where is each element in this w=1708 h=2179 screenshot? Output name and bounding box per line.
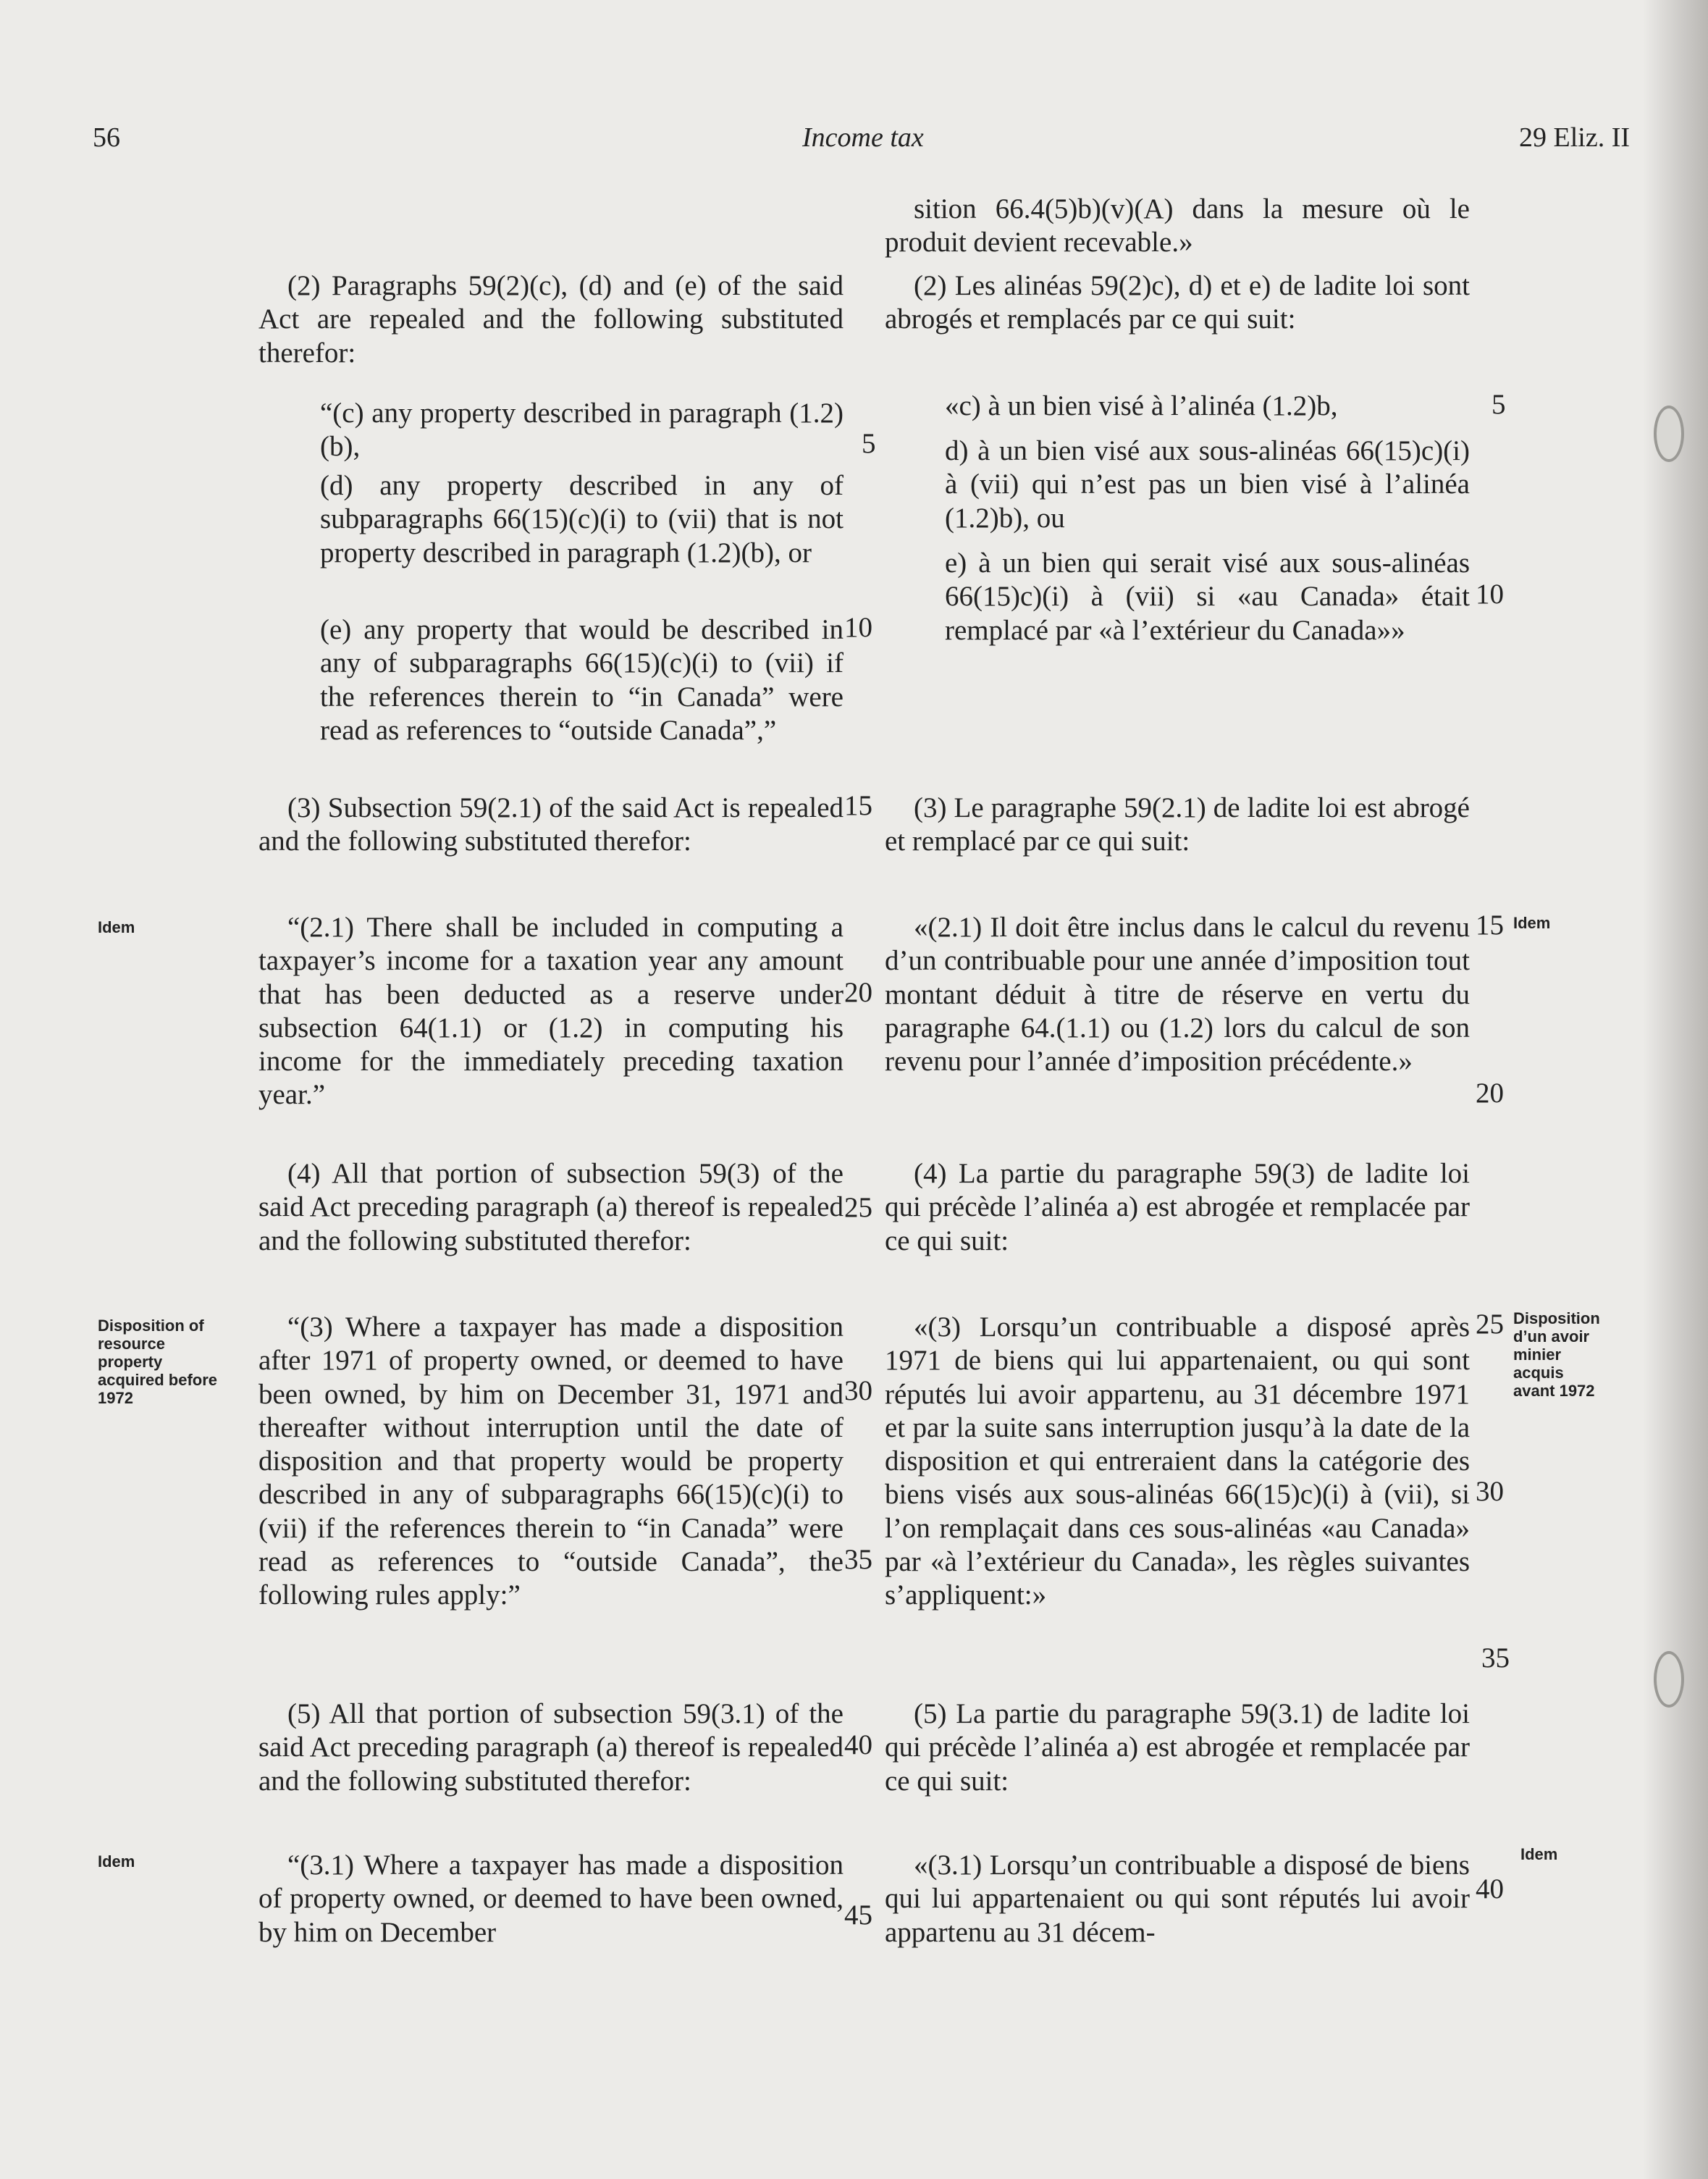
running-title: Income tax [802, 122, 924, 153]
page-number: 56 [93, 122, 120, 153]
line-number: 25 [844, 1192, 872, 1223]
line-number: 15 [1476, 910, 1504, 941]
margin-note: Idem [98, 918, 135, 936]
english-paragraph: (4) All that portion of subsection 59(3) of the said Act preceding paragraph (a) thereof is repealed and the following substituted therefor: [258, 1158, 844, 1256]
line-number: 25 [1476, 1309, 1504, 1340]
english-paragraph: “(3) Where a taxpayer has made a disposition after 1971 of property owned, or deemed to have been owned, by him on December 31, 1971 and thereafter without interruption until the date of disposition and that property would be property described in any of subparagraphs 66(15)(c)(i) to (vii) if the references therein to “in Canada” were read as references to “outside Canada”, the following rules apply:” [258, 1311, 844, 1611]
line-number: 15 [844, 790, 872, 821]
french-paragraph: «(3.1) Lorsqu’un contribuable a disposé de biens qui lui appartenaient ou qui sont réputés lui avoir appartenu au 31 décem- [885, 1850, 1470, 1948]
binder-ring [1654, 1651, 1684, 1708]
english-paragraph: “(3.1) Where a taxpayer has made a disposition of property owned, or deemed to have been owned, by him on December [258, 1850, 844, 1948]
margin-note: Idem [98, 1852, 135, 1871]
binder-ring [1654, 406, 1684, 462]
french-paragraph: d) à un bien visé aux sous-alinéas 66(15)c)(i) à (vii) qui n’est pas un bien visé à l’alinéa (1.2)b), ou [945, 435, 1470, 534]
line-number: 5 [1492, 389, 1506, 420]
line-number: 40 [1476, 1873, 1504, 1905]
french-paragraph: (3) Le paragraphe 59(2.1) de ladite loi est abrogé et remplacé par ce qui suit: [885, 792, 1470, 857]
french-paragraph: (4) La partie du paragraphe 59(3) de ladite loi qui précède l’alinéa a) est abrogée et remplacée par ce qui suit: [885, 1158, 1470, 1256]
regnal-year: 29 Eliz. II [1519, 122, 1631, 153]
english-paragraph: (5) All that portion of subsection 59(3.1) of the said Act preceding paragraph (a) thereof is repealed and the following substituted therefor: [258, 1698, 844, 1797]
french-paragraph: sition 66.4(5)b)(v)(A) dans la mesure où le produit devient recevable.» [885, 193, 1470, 259]
french-paragraph: e) à un bien qui serait visé aux sous-alinéas 66(15)c)(i) à (vii) si «au Canada» était remplacé par «à l’extérieur du Canada»» [945, 547, 1470, 646]
page-edge-shadow [1643, 0, 1708, 2179]
margin-note: Disposition d’un avoir minier acquis avant 1972 [1513, 1309, 1600, 1400]
margin-note: Idem [1520, 1845, 1558, 1863]
french-paragraph: (2) Les alinéas 59(2)c), d) et e) de ladite loi sont abrogés et remplacés par ce qui suit: [885, 270, 1470, 335]
line-number: 5 [862, 428, 876, 459]
line-number: 10 [844, 612, 872, 643]
line-number: 30 [844, 1375, 872, 1406]
english-paragraph: (d) any property described in any of subparagraphs 66(15)(c)(i) to (vii) that is not property described in paragraph (1.2)(b), or [320, 470, 844, 568]
line-number: 40 [844, 1729, 872, 1760]
line-number: 35 [844, 1544, 872, 1575]
margin-note: Idem [1513, 914, 1551, 932]
line-number: 35 [1481, 1642, 1510, 1674]
line-number: 20 [844, 977, 872, 1008]
english-paragraph: (3) Subsection 59(2.1) of the said Act is repealed and the following substituted therefor: [258, 792, 844, 857]
french-paragraph: «(2.1) Il doit être inclus dans le calcul du revenu d’un contribuable pour une année d’imposition tout montant déduit à titre de réserve en vertu du paragraphe 64.(1.1) ou (1.2) lors du calcul de son revenu pour l’année d’imposition précédente.» [885, 912, 1470, 1078]
english-paragraph: (e) any property that would be described in any of subparagraphs 66(15)(c)(i) to (vii) if the references therein to “in Canada” were read as references to “outside Canada”,” [320, 614, 844, 746]
line-number: 30 [1476, 1476, 1504, 1507]
french-paragraph: «(3) Lorsqu’un contribuable a disposé après 1971 de biens qui lui appartenaient, ou qui sont réputés lui avoir appartenu, au 31 décembre 1971 et par la suite sans interruption jusqu’à la date de la disposition et qui entreraient dans la catégorie des biens visés aux sous-alinéas 66(15)c)(i) à (vii), si l’on remplaçait dans ces sous-alinéas «au Canada» par «à l’extérieur du Canada», les règles suivantes s’appliquent:» [885, 1311, 1470, 1611]
line-number: 10 [1476, 579, 1504, 610]
french-paragraph: «c) à un bien visé à l’alinéa (1.2)b, [945, 390, 1338, 421]
line-number: 20 [1476, 1078, 1504, 1109]
english-paragraph: “(2.1) There shall be included in computing a taxpayer’s income for a taxation year any amount that has been deducted as a reserve under subsection 64(1.1) or (1.2) in computing his income for the immediately preceding taxation year.” [258, 912, 844, 1111]
english-paragraph: (2) Paragraphs 59(2)(c), (d) and (e) of the said Act are repealed and the following substituted therefor: [258, 270, 844, 369]
line-number: 45 [844, 1899, 872, 1931]
english-paragraph: “(c) any property described in paragraph (1.2)(b), [320, 398, 844, 463]
french-paragraph: (5) La partie du paragraphe 59(3.1) de ladite loi qui précède l’alinéa a) est abrogée et remplacée par ce qui suit: [885, 1698, 1470, 1797]
margin-note: Disposition of resource property acquired before 1972 [98, 1317, 218, 1407]
